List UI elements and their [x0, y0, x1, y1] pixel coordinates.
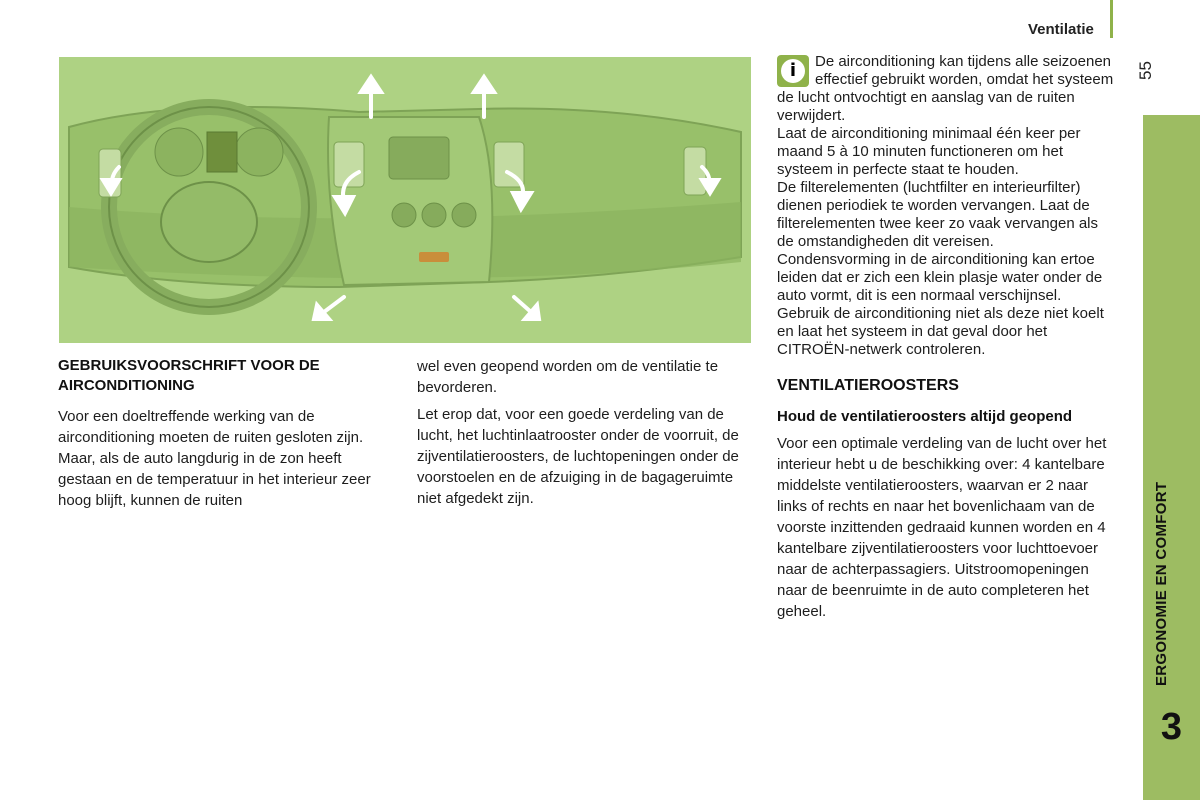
dashboard-svg [59, 57, 751, 343]
dashboard-illustration [59, 57, 751, 343]
hazard-button [419, 252, 449, 262]
steering-hub [161, 182, 257, 262]
info-note [777, 53, 1117, 125]
speedometer [155, 128, 203, 176]
condensation-paragraph: Condensvorming in de airconditioning kan ertoe leiden dat er zich een klein plasje water onder de auto vormt, dit is een normaal verschijnsel. [777, 251, 1103, 304]
chapter-sidebar [1143, 115, 1200, 800]
column-3 [777, 53, 1117, 628]
ac-usage-paragraph: Voor een doeltreffende werking van de airconditioning moeten de ruiten gesloten zijn. Maar, als de auto langdurig in de zon heeft gestaan en de temperatuur in het interieur zeer hoog blijft, kunnen de ruiten [58, 408, 371, 509]
monthly-use-paragraph: Laat de airconditioning minimaal één keer per maand 5 à 10 minuten functioneren om het systeem in perfecte staat te houden. [777, 125, 1081, 178]
climate-knob-right [452, 203, 476, 227]
tachometer [235, 128, 283, 176]
section-heading-ac-usage: GEBRUIKSVOORSCHRIFT VOOR DE AIRCONDITIONING [58, 357, 320, 394]
climate-knob-center [422, 203, 446, 227]
radio-unit [389, 137, 449, 179]
filter-paragraph: De filterelementen (luchtfilter en interieurfilter) dienen periodiek te worden vervangen. Laat de filterelementen twee keer zo vaak vervangen als de omstandigheden dit vereisen. [777, 179, 1099, 250]
subheading-vents: Houd de ventilatieroosters altijd geopend [777, 408, 1073, 425]
chapter-label: ERGONOMIE EN COMFORT [1153, 481, 1170, 686]
info-glyph: i [781, 59, 805, 83]
column-1 [58, 356, 376, 517]
vent-right-outer [684, 147, 706, 195]
page-header-title: Ventilatie [1028, 21, 1094, 38]
service-paragraph: Gebruik de airconditioning niet als deze niet koelt en laat het systeem in dat geval door het CITROËN-netwerk controleren. [777, 305, 1104, 358]
column-2 [417, 356, 747, 515]
section-heading-vents: VENTILATIEROOSTERS [777, 377, 959, 394]
info-text: De airconditioning kan tijdens alle seizoenen effectief gebruikt worden, omdat het systeem de lucht ontvochtigt en aanslag van de ruiten verwijdert. [777, 53, 1114, 124]
climate-knob-left [392, 203, 416, 227]
header-divider [1110, 0, 1113, 38]
info-icon [777, 55, 809, 87]
vents-paragraph: Voor een optimale verdeling van de lucht over het interieur hebt u de beschikking over: 4 kantelbare middelste ventilatieroosters, waarvan er 2 naar links of rechts en naar het bovenlichaam van de voorste inzittenden gedraaid kunnen worden en 4 kantelbare zijventilatieroosters voor luchttoevoer naar de achterpassagiers. Uitstroomopeningen naar de beenruimte in de auto completeren het geheel. [777, 435, 1107, 620]
page-number: 55 [1136, 61, 1155, 80]
ventilation-paragraph-2: Let erop dat, voor een goede verdeling van de lucht, het luchtinlaatrooster onder de voorruit, de zijventilatieroosters, de luchtopeningen onder de voorstoelen en de afzuiging in de bagageruimte niet afgedekt zijn. [417, 406, 739, 507]
ventilation-paragraph-1: wel even geopend worden om de ventilatie te bevorderen. [417, 358, 719, 396]
maintenance-notes [777, 125, 1117, 359]
cluster-display [207, 132, 237, 172]
chapter-number: 3 [1160, 706, 1183, 748]
